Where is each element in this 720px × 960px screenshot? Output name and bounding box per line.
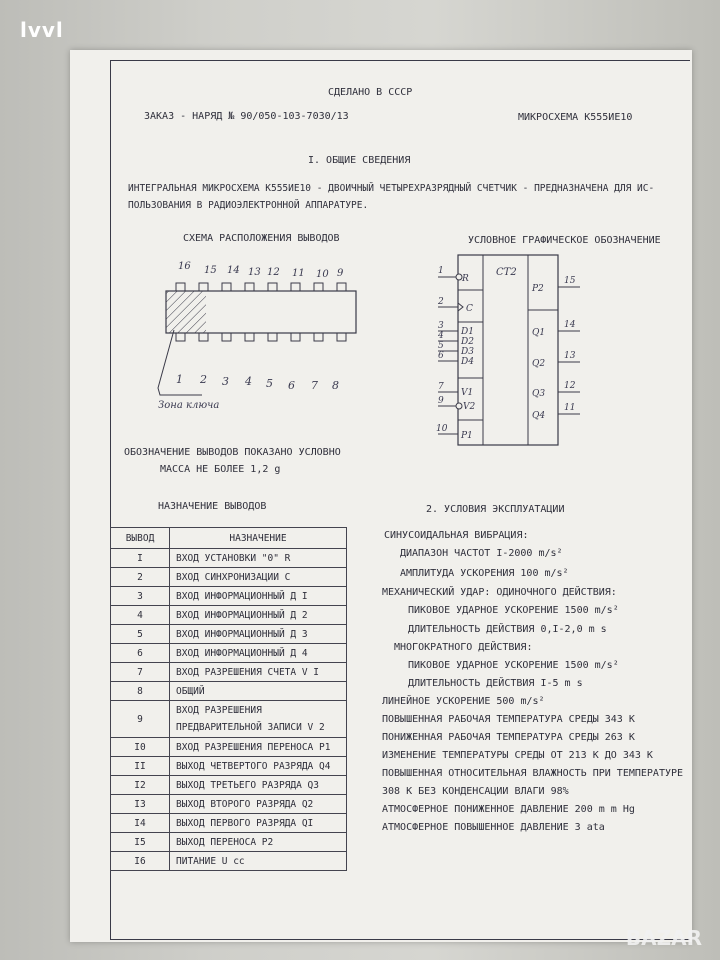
table-row bbox=[111, 682, 347, 701]
condition-line: ДИАПАЗОН ЧАСТОТ I-2000 m/s² bbox=[400, 548, 563, 559]
symbol-input-pin: 4 bbox=[438, 331, 444, 341]
symbol-output-label: Q4 bbox=[532, 411, 546, 421]
symbol-input-label: V2 bbox=[463, 402, 476, 412]
pin-note: ОБОЗНАЧЕНИЕ ВЫВОДОВ ПОКАЗАНО УСЛОВНО bbox=[124, 447, 341, 458]
top-pin-number: 13 bbox=[248, 267, 261, 278]
bottom-pin-number: 6 bbox=[288, 379, 295, 392]
bottom-pin-number: 4 bbox=[245, 375, 252, 388]
symbol-input-pin: 7 bbox=[438, 382, 444, 392]
pin-purpose: ВЫХОД ТРЕТЬЕГО РАЗРЯДА Q3 bbox=[170, 776, 347, 795]
table-row bbox=[111, 738, 347, 757]
condition-line: ПОНИЖЕННАЯ РАБОЧАЯ ТЕМПЕРАТУРА СРЕДЫ 263 K bbox=[382, 732, 635, 743]
pin-number: I2 bbox=[111, 776, 170, 795]
symbol-input-pins bbox=[436, 266, 448, 434]
condition-line: ПИКОВОЕ УДАРНОЕ УСКОРЕНИЕ 1500 m/s² bbox=[408, 605, 619, 616]
condition-line: АТМОСФЕРНОЕ ПОНИЖЕННОЕ ДАВЛЕНИЕ 200 m m Hg bbox=[382, 804, 635, 815]
made-in-label: СДЕЛАНО В СССР bbox=[328, 87, 413, 98]
pin-number: I3 bbox=[111, 795, 170, 814]
pin-purpose: ВХОД РАЗРЕШЕНИЯ ПЕРЕНОСА P1 bbox=[170, 738, 347, 757]
condition-line: МНОГОКРАТНОГО ДЕЙСТВИЯ: bbox=[394, 642, 533, 653]
pin-purpose: ВХОД РАЗРЕШЕНИЯ СЧЕТА V I bbox=[170, 663, 347, 682]
pin-purpose: ВХОД РАЗРЕШЕНИЯ ПРЕДВАРИТЕЛЬНОЙ ЗАПИСИ V 2 bbox=[170, 701, 347, 738]
symbol-output-pin: 15 bbox=[564, 276, 576, 286]
clock-edge-mark bbox=[458, 303, 463, 311]
pin-number: I6 bbox=[111, 852, 170, 871]
table-row bbox=[111, 701, 347, 738]
bottom-pin-number: 7 bbox=[311, 379, 318, 392]
pin-number: 8 bbox=[111, 682, 170, 701]
pin-number: 5 bbox=[111, 625, 170, 644]
symbol-input-labels bbox=[460, 274, 475, 441]
pin-number: I4 bbox=[111, 814, 170, 833]
datasheet-page bbox=[70, 50, 692, 942]
order-number: ЗАКАЗ - НАРЯД № 90/050-103-7030/13 bbox=[144, 111, 349, 122]
condition-line: 308 K БЕЗ КОНДЕНСАЦИИ ВЛАГИ 98% bbox=[382, 786, 569, 797]
table-header-row bbox=[111, 528, 347, 549]
top-pin-number: 11 bbox=[292, 268, 305, 279]
top-pin-number: 15 bbox=[204, 265, 217, 276]
pin-purpose: ВХОД ИНФОРМАЦИОННЫЙ Д 4 bbox=[170, 644, 347, 663]
symbol-input-label: R bbox=[462, 274, 469, 284]
table-row bbox=[111, 833, 347, 852]
symbol-function-label: CT2 bbox=[496, 267, 517, 278]
symbol-input-pin: 9 bbox=[438, 396, 444, 406]
condition-line: ДЛИТЕЛЬНОСТЬ ДЕЙСТВИЯ 0,I-2,0 m s bbox=[408, 624, 607, 635]
condition-line: ПИКОВОЕ УДАРНОЕ УСКОРЕНИЕ 1500 m/s² bbox=[408, 660, 619, 671]
pin-purpose: ПИТАНИЕ U cc bbox=[170, 852, 347, 871]
symbol-output-label: P2 bbox=[532, 284, 544, 294]
site-watermark-bottom: BAZAR bbox=[625, 926, 702, 950]
symbol-input-label: C bbox=[466, 304, 473, 314]
table-row bbox=[111, 644, 347, 663]
symbol-input-pin: 10 bbox=[436, 424, 448, 434]
chip-name: МИКРОСХЕМА К555ИЕ10 bbox=[518, 112, 633, 123]
pin-purpose: ВЫХОД ПЕРЕНОСА P2 bbox=[170, 833, 347, 852]
symbol-output-pin: 11 bbox=[564, 403, 576, 413]
table-row bbox=[111, 776, 347, 795]
symbol-input-label: D4 bbox=[461, 357, 474, 367]
symbol-output-labels bbox=[531, 284, 545, 421]
pin-purpose: ВЫХОД ПЕРВОГО РАЗРЯДА QI bbox=[170, 814, 347, 833]
symbol-input-pin: 3 bbox=[438, 321, 444, 331]
top-pin-number: 9 bbox=[337, 268, 344, 279]
symbol-input-pin: 6 bbox=[438, 351, 444, 361]
pin-number: I bbox=[111, 549, 170, 568]
pin-number: I0 bbox=[111, 738, 170, 757]
symbol-input-pin: 5 bbox=[438, 341, 444, 351]
pin-number: 2 bbox=[111, 568, 170, 587]
table-row bbox=[111, 663, 347, 682]
symbol-input-label: D2 bbox=[461, 337, 474, 347]
condition-line: ПОВЫШЕННАЯ ОТНОСИТЕЛЬНАЯ ВЛАЖНОСТЬ ПРИ ТЕМПЕРАТУРЕ bbox=[382, 768, 684, 779]
condition-line: МЕХАНИЧЕСКИЙ УДАР: ОДИНОЧНОГО ДЕЙСТВИЯ: bbox=[382, 587, 617, 598]
pin-purpose: ОБЩИЙ bbox=[170, 682, 347, 701]
pin-number: 7 bbox=[111, 663, 170, 682]
bottom-pin-number: 1 bbox=[176, 373, 183, 386]
condition-line: ДЛИТЕЛЬНОСТЬ ДЕЙСТВИЯ I-5 m s bbox=[408, 678, 583, 689]
pin-number: 6 bbox=[111, 644, 170, 663]
condition-line: СИНУСОИДАЛЬНАЯ ВИБРАЦИЯ: bbox=[384, 530, 529, 541]
bottom-pin-number: 5 bbox=[266, 377, 273, 390]
table-row bbox=[111, 814, 347, 833]
inversion-bubble-v2 bbox=[456, 403, 462, 409]
pin-purpose: ВХОД ИНФОРМАЦИОННЫЙ Д 3 bbox=[170, 625, 347, 644]
pin-purpose: ВХОД ИНФОРМАЦИОННЫЙ Д 2 bbox=[170, 606, 347, 625]
pin-purpose: ВХОД ИНФОРМАЦИОННЫЙ Д I bbox=[170, 587, 347, 606]
bottom-pin-number: 2 bbox=[200, 373, 207, 386]
symbol-output-pin: 13 bbox=[564, 351, 576, 361]
chip-mass: МАССА НЕ БОЛЕЕ 1,2 g bbox=[160, 464, 281, 475]
table-row bbox=[111, 606, 347, 625]
condition-line: АТМОСФЕРНОЕ ПОВЫШЕННОЕ ДАВЛЕНИЕ 3 ata bbox=[382, 822, 605, 833]
symbol-input-pin: 1 bbox=[438, 266, 444, 276]
symbol-output-label: Q3 bbox=[532, 389, 546, 399]
pinout-title: СХЕМА РАСПОЛОЖЕНИЯ ВЫВОДОВ bbox=[183, 233, 340, 244]
table-row bbox=[111, 587, 347, 606]
top-pin-number: 12 bbox=[267, 267, 280, 278]
site-watermark-top: lvvl bbox=[20, 18, 64, 42]
top-pin-number: 10 bbox=[316, 269, 329, 280]
intro-line-2: ПОЛЬЗОВАНИЯ В РАДИОЭЛЕКТРОННОЙ АППАРАТУРЕ. bbox=[128, 200, 369, 211]
key-zone-label: Зона ключа bbox=[158, 400, 220, 411]
table-header-purpose: НАЗНАЧЕНИЕ bbox=[170, 528, 347, 549]
pin-table-title: НАЗНАЧЕНИЕ ВЫВОДОВ bbox=[158, 501, 267, 512]
pin-number: II bbox=[111, 757, 170, 776]
table-row bbox=[111, 625, 347, 644]
condition-line: ИЗМЕНЕНИЕ ТЕМПЕРАТУРЫ СРЕДЫ ОТ 213 K ДО 343 K bbox=[382, 750, 653, 761]
symbol-input-label: D1 bbox=[461, 327, 474, 337]
symbol-input-label: P1 bbox=[461, 431, 473, 441]
symbol-input-pin: 2 bbox=[438, 297, 444, 307]
symbol-output-label: Q1 bbox=[532, 328, 546, 338]
intro-line-1: ИНТЕГРАЛЬНАЯ МИКРОСХЕМА К555ИЕ10 - ДВОИЧНЫЙ ЧЕТЫРЕХРАЗРЯДНЫЙ СЧЕТЧИК - ПРЕДНАЗНАЧЕНА ДЛЯ ИС- bbox=[128, 183, 655, 194]
section-1-title: I. ОБЩИЕ СВЕДЕНИЯ bbox=[308, 155, 411, 166]
condition-line: АМПЛИТУДА УСКОРЕНИЯ 100 m/s² bbox=[400, 568, 569, 579]
pin-purpose: ВХОД СИНХРОНИЗАЦИИ C bbox=[170, 568, 347, 587]
table-header-pin: ВЫВОД bbox=[111, 528, 170, 549]
table-row bbox=[111, 795, 347, 814]
symbol-input-label: V1 bbox=[461, 388, 474, 398]
pin-number: 3 bbox=[111, 587, 170, 606]
pin-number: I5 bbox=[111, 833, 170, 852]
condition-line: ЛИНЕЙНОЕ УСКОРЕНИЕ 500 m/s² bbox=[382, 696, 545, 707]
pin-number: 4 bbox=[111, 606, 170, 625]
pin-table bbox=[110, 527, 347, 871]
section-2-title: 2. УСЛОВИЯ ЭКСПЛУАТАЦИИ bbox=[426, 504, 565, 515]
top-pin-number: 14 bbox=[227, 265, 240, 276]
symbol-output-pin: 12 bbox=[564, 381, 576, 391]
top-pin-number: 16 bbox=[178, 261, 191, 272]
symbol-output-label: Q2 bbox=[532, 359, 546, 369]
pin-purpose: ВЫХОД ВТОРОГО РАЗРЯДА Q2 bbox=[170, 795, 347, 814]
bottom-pin-number: 8 bbox=[332, 379, 339, 392]
table-row bbox=[111, 757, 347, 776]
table-row bbox=[111, 852, 347, 871]
symbol-output-pin: 14 bbox=[564, 320, 576, 330]
table-row bbox=[111, 568, 347, 587]
pin-purpose: ВХОД УСТАНОВКИ "0" R bbox=[170, 549, 347, 568]
pin-number: 9 bbox=[111, 701, 170, 738]
symbol-title: УСЛОВНОЕ ГРАФИЧЕСКОЕ ОБОЗНАЧЕНИЕ bbox=[468, 235, 661, 246]
table-row bbox=[111, 549, 347, 568]
condition-line: ПОВЫШЕННАЯ РАБОЧАЯ ТЕМПЕРАТУРА СРЕДЫ 343 K bbox=[382, 714, 635, 725]
pin-purpose: ВЫХОД ЧЕТВЕРТОГО РАЗРЯДА Q4 bbox=[170, 757, 347, 776]
bottom-pin-number: 3 bbox=[222, 375, 229, 388]
symbol-input-label: D3 bbox=[461, 347, 474, 357]
